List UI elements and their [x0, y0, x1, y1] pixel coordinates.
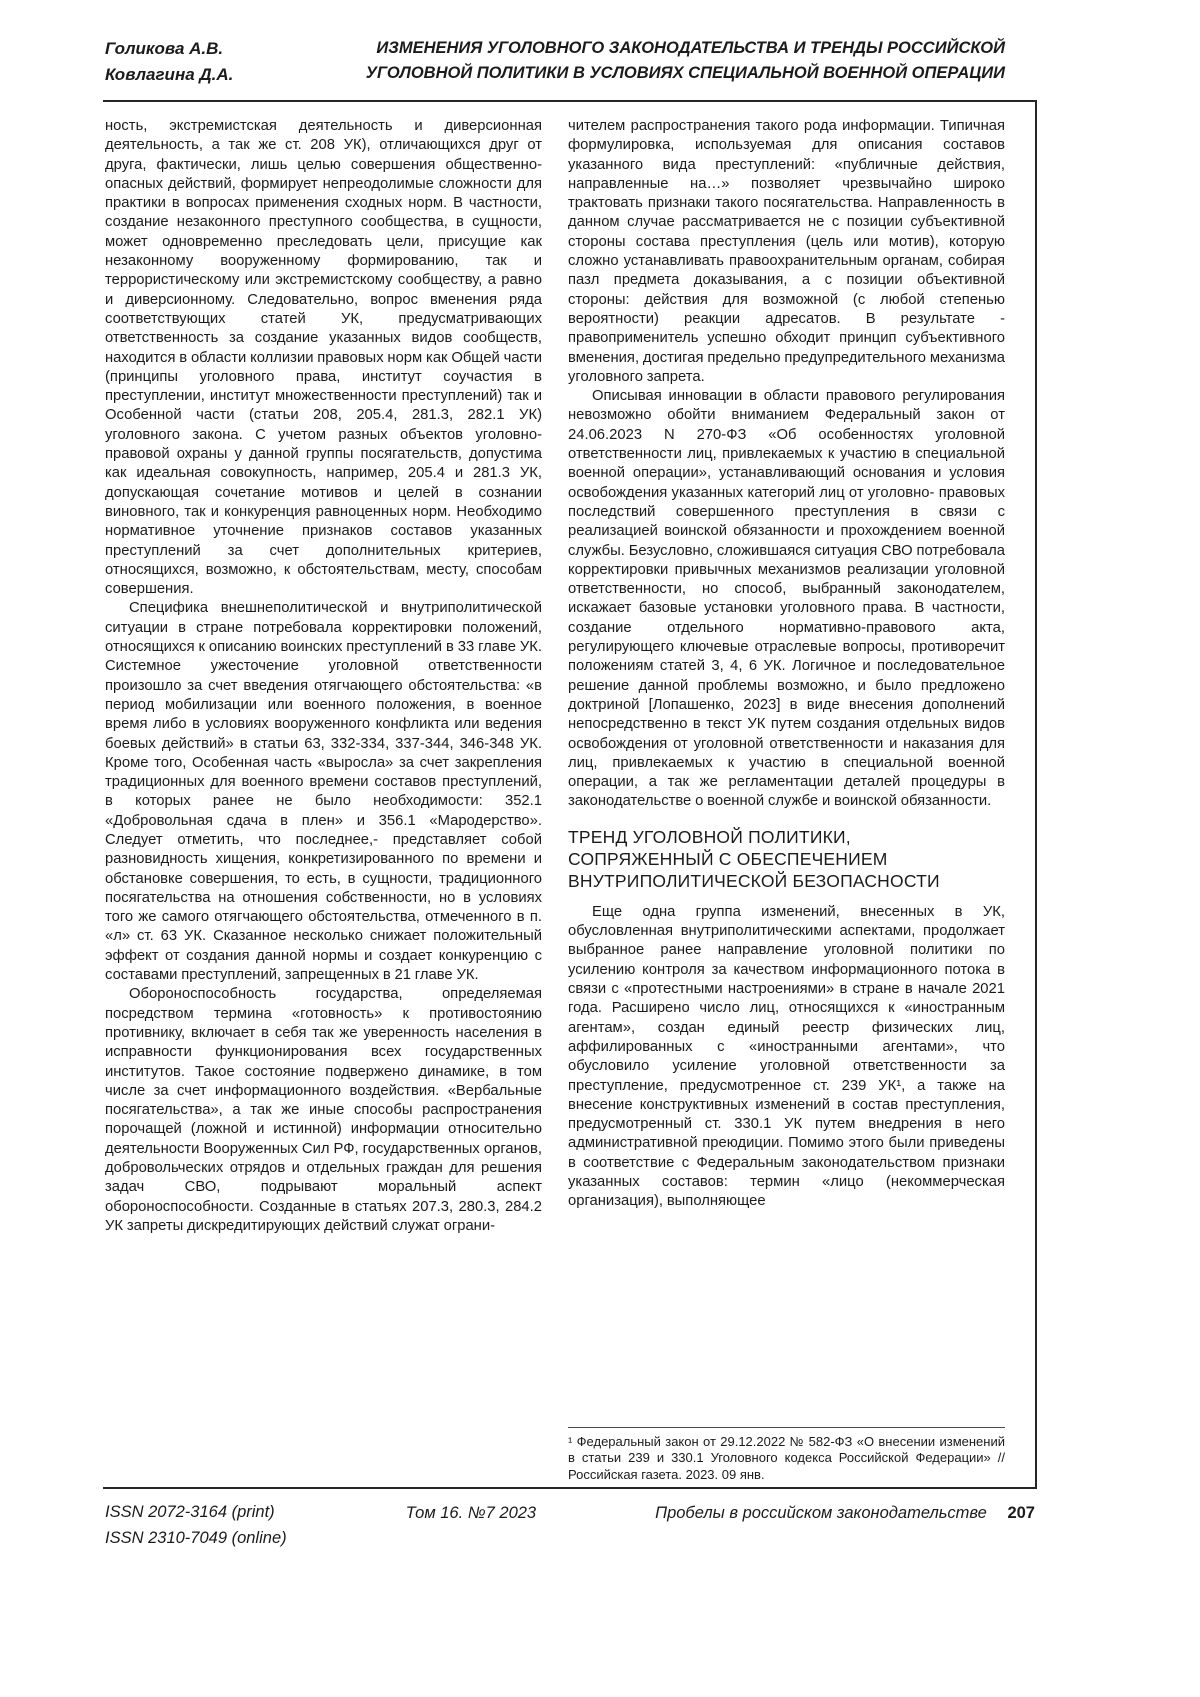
journal-name: Пробелы в российском законодательстве	[655, 1504, 987, 1522]
paragraph: Еще одна группа изменений, внесенных в УК, обусловленная внутриполитическими аспектами, продолжает выбранное ранее направление уголовной политики по усилению контроля за качеством информационного потока в связи с «протестными настроениями» в стране в начале 2021 года. Расширено число лиц, относящихся к «иностранным агентам», создан единый реестр физических лиц, аффилированных с «иностранными агентами», что обусловило усиление уголовной ответственности за преступление, предусмотренное ст. 239 УК¹, а также на внесение конструктивных изменений в состав преступления, предусмотренный ст. 330.1 УК путем внедрения в него административной преюдиции. Помимо этого были приведены в соответствие с Федеральным законодательством признаки указанных составов: термин «лицо (некоммерческая организация), выполняющее	[568, 903, 1005, 1210]
paragraph: ность, экстремистская деятельность и диверсионная деятельность, а так же ст. 208 УК), отличающихся друг от друга, фактически, лишь целью совершения общественно-опасных действий, формирует непреодолимые сложности для практики в вопросах применения сходных норм. В частности, создание незаконного преступного сообщества, в сущности, может одновременно преследовать цели, присущие как незаконному вооруженному формированию, так и террористическому или экстремистскому сообществу, а равно и диверсионному. Следовательно, вопрос вменения ряда соответствующих статей УК, предусматривающих ответственность за создание указанных видов сообществ, находится в области коллизии правовых норм как Общей части (принципы уголовного права, институт соучастия в преступлении, институт множественности преступлений) так и Особенной части (статьи 208, 205.4, 281.3, 282.1 УК) уголовного закона. С учетом разных объектов уголовно-правовой охраны у данной группы посягательств, допустима как идеальная совокупность, например, 205.4 и 281.3 УК, допускающая сочетание мотивов и целей в сознании виновного, так и конкуренция равноценных норм. Необходимо нормативное уточнение признаков составов указанных преступлений за счет дополнительных критериев, относящихся, возможно, к обстоятельствам, месту, способам совершения.	[105, 118, 542, 598]
paragraph: Описывая инновации в области правового регулирования невозможно обойти вниманием Федеральный закон от 24.06.2023 N 270-ФЗ «Об особенностях уголовной ответственности лиц, привлекаемых к участию в специальной военной операции», устанавливающий основания и условия освобождения указанных категорий лиц от уголовно- правовых последствий совершенного преступления в связи с реализацией воинской обязанности и прохождением военной службы. Безусловно, сложившаяся ситуация СВО потребовала корректировки привычных механизмов реализации уголовной ответственности, но способ, выбранный законодателем, искажает базовые установки уголовного права. В частности, создание отдельного нормативно-правового акта, регулирующего ключевые отраслевые вопросы, противоречит положениям статей 3, 4, 6 УК. Логичное и последовательное решение данной проблемы возможно, и было предложено доктриной [Лопашенко, 2023] в виде внесения дополнений непосредственно в текст УК путем создания отдельных видов освобождения от уголовной ответственности и наказания для лиц, привлекаемых к участию в специальной военной операции, а так же регламентации деталей процедуры в законодательстве о военной службе и воинской обязанности.	[568, 388, 1005, 810]
paper-title	[366, 36, 1005, 86]
footer-rule	[103, 1487, 1037, 1489]
issn-print: ISSN 2072-3164 (print)	[105, 1503, 275, 1521]
paper-title-line-2: УГОЛОВНОЙ ПОЛИТИКИ В УСЛОВИЯХ СПЕЦИАЛЬНОЙ ВОЕННОЙ ОПЕРАЦИИ	[365, 63, 1005, 82]
paragraph: Обороноспособность государства, определяемая посредством термина «готовность» к противостоянию противнику, включает в себя так же уверенность населения в исправности функционирования всех государственных институтов. Такое состояние подвержено динамике, в том числе за счет информационного воздействия. «Вербальные посягательства», а так же иные способы распространения порочащей (ложной и истинной) информации относительно деятельности Вооруженных Сил РФ, государственных органов, добровольческих отрядов и отдельных граждан для решения задач СВО, подрывают моральный аспект обороноспособности. Созданные в статьях 207.3, 280.3, 284.2 УК запреты дискредитирующих действий служат ограни-	[105, 986, 542, 1234]
author-name-1: Голикова А.В.	[105, 39, 224, 58]
issn-block	[105, 1500, 287, 1551]
section-heading	[568, 826, 1005, 893]
footnote	[568, 1419, 1005, 1484]
author-name-2: Ковлагина Д.А.	[105, 64, 234, 84]
authors-block	[105, 36, 233, 87]
section-heading-line-2: СОПРЯЖЕННЫЙ С ОБЕСПЕЧЕНИЕМ	[568, 849, 888, 870]
journal-block	[655, 1500, 1035, 1527]
body-columns	[105, 117, 1035, 1484]
issn-online: ISSN 2310-7049 (online)	[105, 1528, 287, 1547]
paragraph: Специфика внешнеполитической и внутриполитической ситуации в стране потребовала корректировки положений, относящихся к описанию воинских преступлений в 33 главе УК. Системное ужесточение уголовной ответственности произошло за счет введения отягчающего обстоятельства: «в период мобилизации или военного положения, в военное время либо в условиях вооруженного конфликта или ведения боевых действий» в статьи 63, 332-334, 337-344, 346-348 УК. Кроме того, Особенная часть «выросла» за счет закрепления традиционных для военного времени составов преступлений, в которых ранее не было необходимости: 352.1 «Добровольная сдача в плен» и 356.1 «Мародерство». Следует отметить, что последнее,- представляет собой разновидность хищения, конкретизированного по времени и обстановке совершения, то есть, в сущности, традиционного посягательства на отношения собственности, но в условиях того же самого отягчающего обстоятельства, отмеченного в п. «л» ст. 63 УК. Сказанное несколько снижает положительный эффект от создания данной нормы и создает конкуренцию с составами преступлений, запрещенных в 21 главе УК.	[105, 600, 542, 984]
paragraph: чителем распространения такого рода информации. Типичная формулировка, используемая для описания составов указанного вида преступлений: «публичные действия, направленные на…» позволяет чрезвычайно широко трактовать признаки такого посягательства. Направленность в данном случае рассматривается не с позиции субъективной стороны состава преступления (цель или мотив), которую сложно устанавливать правоохранительным органам, собирая пазл предмета доказывания, а с позиции объективной стороны: действия для возможной (с любой степенью вероятности) реакции адресатов. В результате - правоприменитель успешно обходит принцип субъективного вменения, достигая предельно предупредительного механизма уголовного запрета.	[568, 118, 1005, 385]
footnote-separator	[568, 1427, 1005, 1428]
right-column-flow	[568, 117, 1005, 1419]
section-heading-line-3: ВНУТРИПОЛИТИЧЕСКОЙ БЕЗОПАСНОСТИ	[568, 871, 940, 892]
left-column-flow	[105, 117, 542, 1484]
volume-info: Том 16. №7 2023	[405, 1504, 537, 1522]
section-heading-line-1: ТРЕНД УГОЛОВНОЙ ПОЛИТИКИ,	[568, 826, 851, 847]
header-rule	[103, 100, 1037, 102]
paper-title-line-1: ИЗМЕНЕНИЯ УГОЛОВНОГО ЗАКОНОДАТЕЛЬСТВА И ТРЕНДЫ РОССИЙСКОЙ	[376, 39, 1005, 57]
right-border-rule	[1035, 100, 1037, 1489]
page-footer	[105, 1500, 1035, 1551]
left-column	[105, 117, 542, 1484]
right-column	[568, 117, 1005, 1484]
page-header	[105, 36, 1035, 87]
footnote-text: ¹ Федеральный закон от 29.12.2022 № 582-ФЗ «О внесении изменений в статьи 239 и 330.1 Уголовного кодекса Российской Федерации» // Российская газета. 2023. 09 янв.	[568, 1433, 1005, 1483]
page-number: 207	[1007, 1504, 1035, 1522]
